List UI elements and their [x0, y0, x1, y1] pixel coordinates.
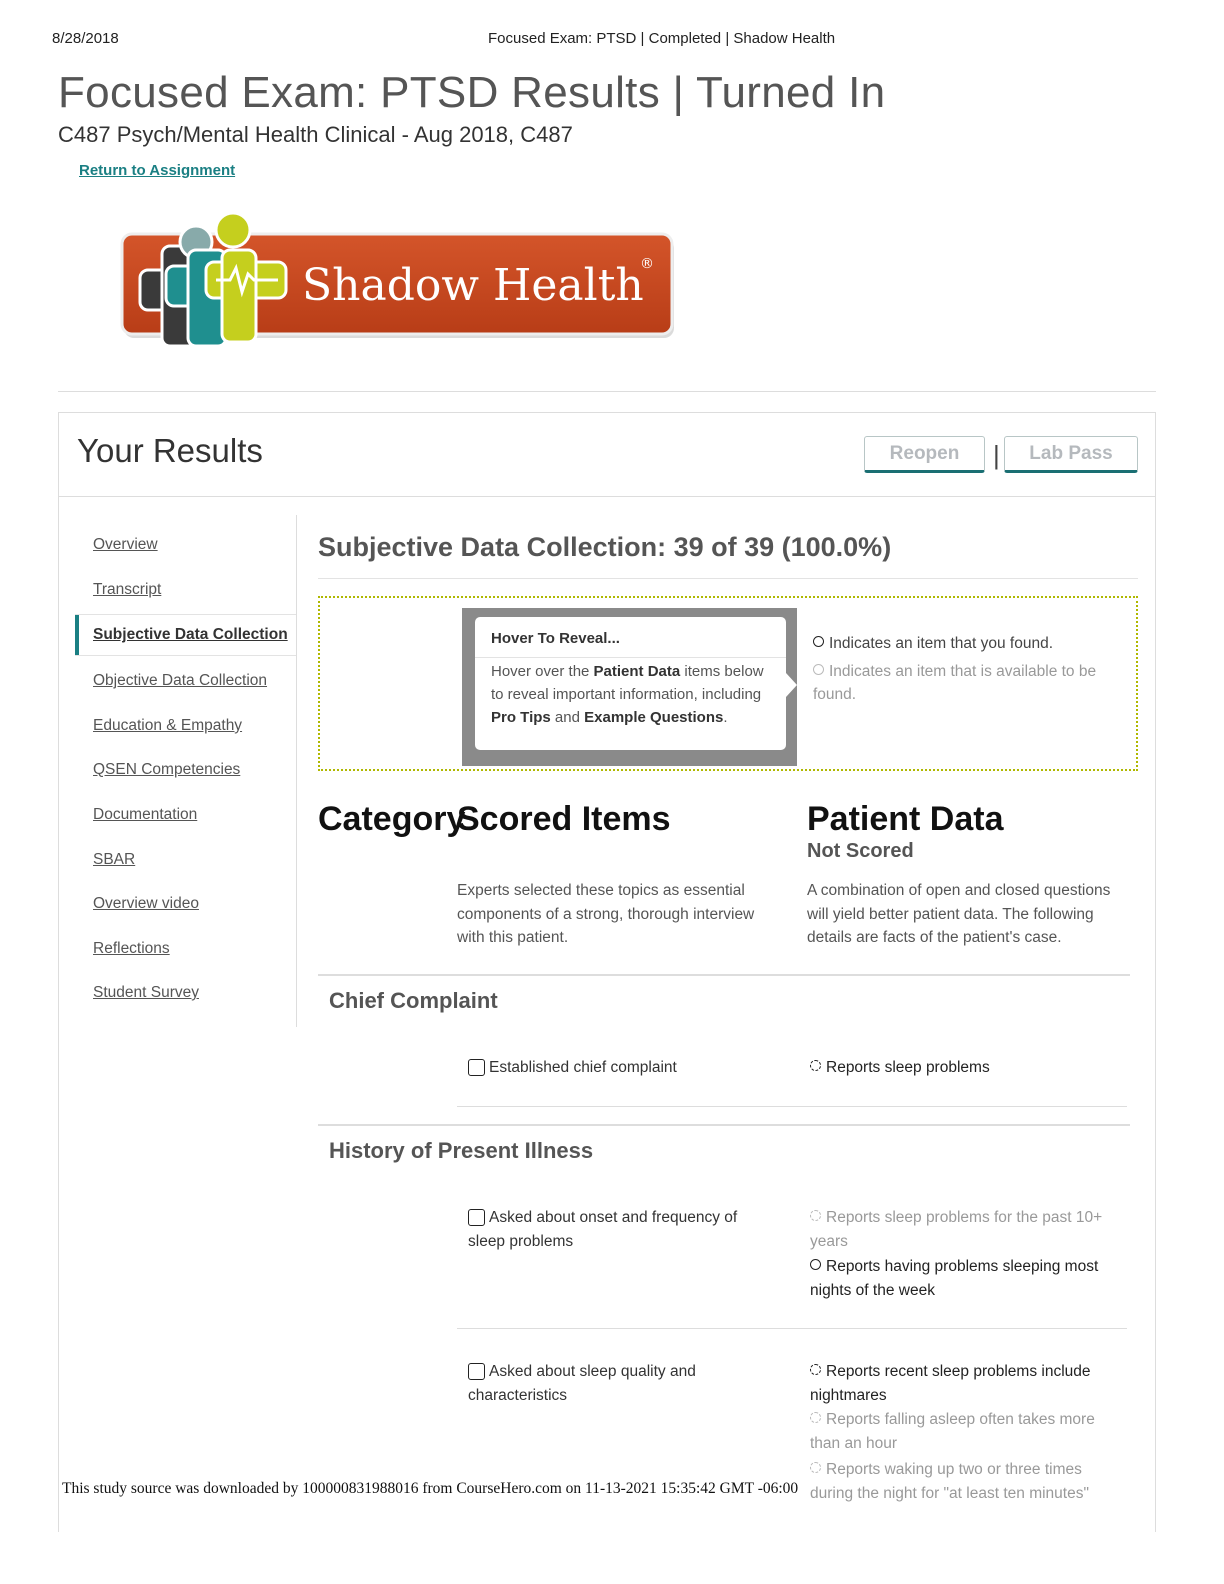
- checkbox-icon: [468, 1059, 485, 1076]
- sidebar-item-overview[interactable]: Overview: [93, 536, 158, 553]
- available-circle-icon: [810, 1462, 821, 1473]
- scored-item: Asked about onset and frequency of sleep problems: [468, 1209, 738, 1250]
- column-header-scored-items: Scored Items: [457, 800, 671, 838]
- section-title: Subjective Data Collection: 39 of 39 (100.0%): [318, 532, 892, 562]
- hover-tip-divider: [475, 657, 786, 658]
- logo-wordmark: Shadow Health: [302, 260, 644, 311]
- results-title: Your Results: [77, 432, 263, 469]
- patient-data-item[interactable]: Reports recent sleep problems include nightmares: [810, 1363, 1091, 1404]
- not-scored-label: Not Scored: [807, 840, 914, 862]
- sidebar-item-sbar[interactable]: SBAR: [93, 851, 136, 868]
- header-divider: [58, 391, 1156, 392]
- patient-data-item[interactable]: Reports sleep problems for the past 10+ years: [810, 1209, 1103, 1250]
- sidebar-item-documentation[interactable]: Documentation: [93, 806, 198, 823]
- column-header-patient-data: Patient Data: [807, 800, 1004, 838]
- svg-text:®: ®: [640, 256, 654, 272]
- available-circle-icon: [813, 664, 824, 675]
- sidebar-item-overview-video[interactable]: Overview video: [93, 895, 199, 912]
- available-circle-icon: [810, 1210, 821, 1221]
- scored-item: Asked about sleep quality and characteristics: [468, 1363, 696, 1404]
- patient-data-description: A combination of open and closed questions will yield better patient data. The following details are facts of the patient's case.: [807, 882, 1111, 946]
- course-subtitle: C487 Psych/Mental Health Clinical - Aug 2018, C487: [58, 122, 573, 147]
- active-item-bottom-border: [75, 655, 296, 656]
- scored-items-description: Experts selected these topics as essential components of a strong, thorough interview with this patient.: [457, 882, 755, 946]
- category-title-history-of-present-illness: History of Present Illness: [329, 1138, 594, 1163]
- found-circle-icon: [810, 1259, 821, 1270]
- sidebar-item-qsen-competencies[interactable]: QSEN Competencies: [93, 761, 241, 778]
- patient-data-item[interactable]: Reports having problems sleeping most nights of the week: [810, 1258, 1099, 1299]
- category-title-chief-complaint: Chief Complaint: [329, 988, 498, 1013]
- found-circle-icon: [813, 636, 824, 647]
- lab-pass-button[interactable]: Lab Pass: [1004, 436, 1138, 473]
- reopen-button[interactable]: Reopen: [864, 436, 985, 473]
- print-title: Focused Exam: PTSD | Completed | Shadow Health: [488, 30, 836, 47]
- active-item-indicator: [75, 615, 79, 655]
- found-circle-icon: [810, 1060, 821, 1071]
- print-header: [52, 30, 1172, 50]
- sidebar-item-reflections[interactable]: Reflections: [93, 940, 170, 957]
- legend-found: Indicates an item that you found.: [813, 635, 1053, 653]
- sidebar-item-objective-data-collection[interactable]: Objective Data Collection: [93, 672, 268, 689]
- sidebar-item-education-empathy[interactable]: Education & Empathy: [93, 717, 243, 734]
- hover-tip-text: Hover over the Patient Data items below to reveal important information, including Pro Tips and Example Questions.: [491, 663, 764, 726]
- hover-tip-arrow: [786, 673, 797, 697]
- button-separator: |: [993, 440, 1000, 470]
- patient-data-item[interactable]: Reports sleep problems: [810, 1056, 1120, 1080]
- download-source-note: This study source was downloaded by 100000831988016 from CourseHero.com on 11-13-2021 15:35:42 GMT -06:00: [62, 1480, 799, 1497]
- available-circle-icon: [810, 1412, 821, 1423]
- page-title: Focused Exam: PTSD Results | Turned In: [58, 68, 886, 117]
- row-divider: [457, 1106, 1127, 1107]
- return-to-assignment-link[interactable]: Return to Assignment: [79, 162, 236, 179]
- checkbox-icon: [468, 1209, 485, 1226]
- scored-item: Established chief complaint: [468, 1056, 768, 1080]
- category-divider: [318, 1124, 1130, 1126]
- patient-data-item[interactable]: Reports falling asleep often takes more than an hour: [810, 1411, 1095, 1452]
- sidebar-nav: [75, 515, 297, 1027]
- patient-data-item[interactable]: Reports waking up two or three times during the night for "at least ten minutes": [810, 1461, 1089, 1502]
- shadow-health-logo: [118, 210, 680, 360]
- checkbox-icon: [468, 1363, 485, 1380]
- column-header-category: Category: [318, 800, 466, 838]
- legend-available: Indicates an item that is available to be found.: [813, 663, 1097, 703]
- sidebar-item-transcript[interactable]: Transcript: [93, 581, 162, 598]
- row-divider: [457, 1328, 1127, 1329]
- found-circle-icon: [810, 1364, 821, 1375]
- print-date: 8/28/2018: [52, 30, 119, 47]
- category-divider: [318, 974, 1130, 976]
- sidebar-item-subjective-data-collection[interactable]: Subjective Data Collection: [93, 626, 288, 643]
- results-divider: [58, 496, 1156, 497]
- hover-tip-title: Hover To Reveal...: [491, 630, 620, 647]
- sidebar-item-student-survey[interactable]: Student Survey: [93, 984, 199, 1001]
- section-divider: [318, 578, 1138, 579]
- active-item-top-border: [75, 614, 296, 615]
